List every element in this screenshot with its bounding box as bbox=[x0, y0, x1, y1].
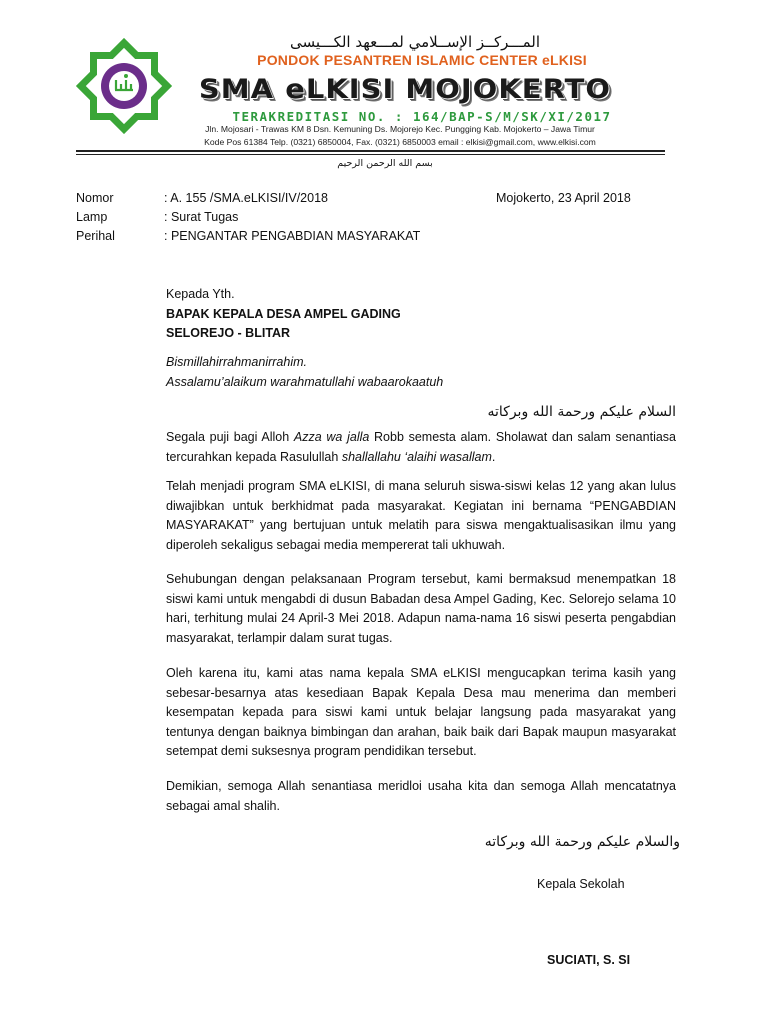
header-rule-thin bbox=[76, 154, 665, 155]
paragraph-4: Oleh karena itu, kami atas nama kepala SMA eLKISI mengucapkan terima kasih yang sebesar-besarnya atas kesediaan Bapak Kepala Desa mau menerima dan memberi kesempatan kepada para siswi kami untuk belajar langsung pada masyarakat yang tentunya dengan baiknya bimbingan dan arahan, baik baik dari Bapak maupun masyarakat setempat demi suksesnya program pendidikan tersebut. bbox=[166, 666, 676, 759]
address-line-2: Kode Pos 61384 Telp. (0321) 6850004, Fax. (0321) 6850003 email : elkisi@gmail.com, www.elkisi.com bbox=[204, 137, 596, 147]
salam-text: Assalamu’alaikum warahmatullahi wabaarokaatuh bbox=[166, 374, 444, 389]
perihal-label: Perihal bbox=[76, 229, 115, 243]
recipient-salutation: Kepada Yth. bbox=[166, 287, 235, 301]
p1-text-e: . bbox=[491, 449, 496, 464]
lamp-value: : Surat Tugas bbox=[164, 210, 239, 224]
p1-text-c: Robb semesta alam. Sholawat dan salam senantiasa tercurahkan kepada Rasulullah bbox=[166, 430, 676, 464]
signatory-title: Kepala Sekolah bbox=[537, 877, 625, 891]
accreditation-number: TERAKREDITASI NO. : 164/BAP-S/M/SK/XI/2017 bbox=[232, 109, 612, 124]
address-line-1: Jln. Mojosari - Trawas KM 8 Dsn. Kemuning Ds. Mojorejo Kec. Pungging Kab. Mojokerto – Jawa Timur bbox=[205, 124, 595, 134]
header-rule-thick bbox=[76, 150, 665, 152]
arabic-institution-title: المـــركــز الإســلامي لمـــعهد الكـــيسى bbox=[289, 33, 540, 51]
school-name: SMA eLKISI MOJOKERTO bbox=[198, 73, 612, 105]
pondok-title: PONDOK PESANTREN ISLAMIC CENTER eLKISI bbox=[257, 52, 587, 68]
nomor-label: Nomor bbox=[76, 191, 114, 205]
paragraph-2: Telah menjadi program SMA eLKISI, di mana seluruh siswa-siswi kelas 12 yang akan lulus diwajibkan untuk berkhidmat pada masyarakat. Kegiatan ini bernama “PENGABDIAN MASYARAKAT” yang bertujuan untuk melatih para siswa mengaktualisasikan ilmu yang diperoleh sekaligus sebagai media mempererat tali ukhuwah. bbox=[166, 479, 676, 552]
greeting-block bbox=[166, 353, 676, 392]
recipient-name: BAPAK KEPALA DESA AMPEL GADING bbox=[166, 306, 401, 321]
school-logo bbox=[76, 38, 172, 134]
nomor-value: : A. 155 /SMA.eLKISI/IV/2018 bbox=[164, 191, 328, 205]
signatory-name: SUCIATI, S. SI bbox=[547, 953, 631, 967]
recipient-location: SELOREJO - BLITAR bbox=[166, 326, 291, 341]
paragraph-3: Sehubungan dengan pelaksanaan Program tersebut, kami bermaksud menempatkan 18 siswi kami untuk mengabdi di dusun Babadan desa Ampel Gading, Kec. Selorejo selama 10 hari, terhitung mulai 24 April-3 Mei 2018. Adapun nama-nama 16 siswi peserta pengabdian masyarakat, terlampir dalam surat tugas. bbox=[166, 572, 676, 645]
recipient-block bbox=[166, 285, 676, 344]
paragraph-1 bbox=[166, 428, 676, 467]
lamp-label: Lamp bbox=[76, 210, 108, 224]
p1-text-d: shallallahu ‘alaihi wasallam bbox=[341, 449, 492, 464]
arabic-salam: السلام عليكم ورحمة الله وبركاته bbox=[487, 404, 676, 420]
bismillah-text: Bismillahirrahmanirrahim. bbox=[166, 355, 308, 369]
arabic-closing-salam: والسلام عليكم ورحمة الله وبركاته bbox=[484, 834, 680, 850]
paragraph-5: Demikian, semoga Allah senantiasa meridloi usaha kita dan semoga Allah mencatatnya sebagai amal shalih. bbox=[166, 779, 676, 813]
letter-date: Mojokerto, 23 April 2018 bbox=[496, 191, 631, 205]
p1-text-a: Segala puji bagi Alloh bbox=[166, 430, 294, 444]
basmalah: بسم الله الرحمن الرحيم bbox=[337, 158, 433, 169]
perihal-value: : PENGANTAR PENGABDIAN MASYARAKAT bbox=[164, 229, 421, 243]
p1-text-b: Azza wa jalla bbox=[293, 430, 370, 444]
